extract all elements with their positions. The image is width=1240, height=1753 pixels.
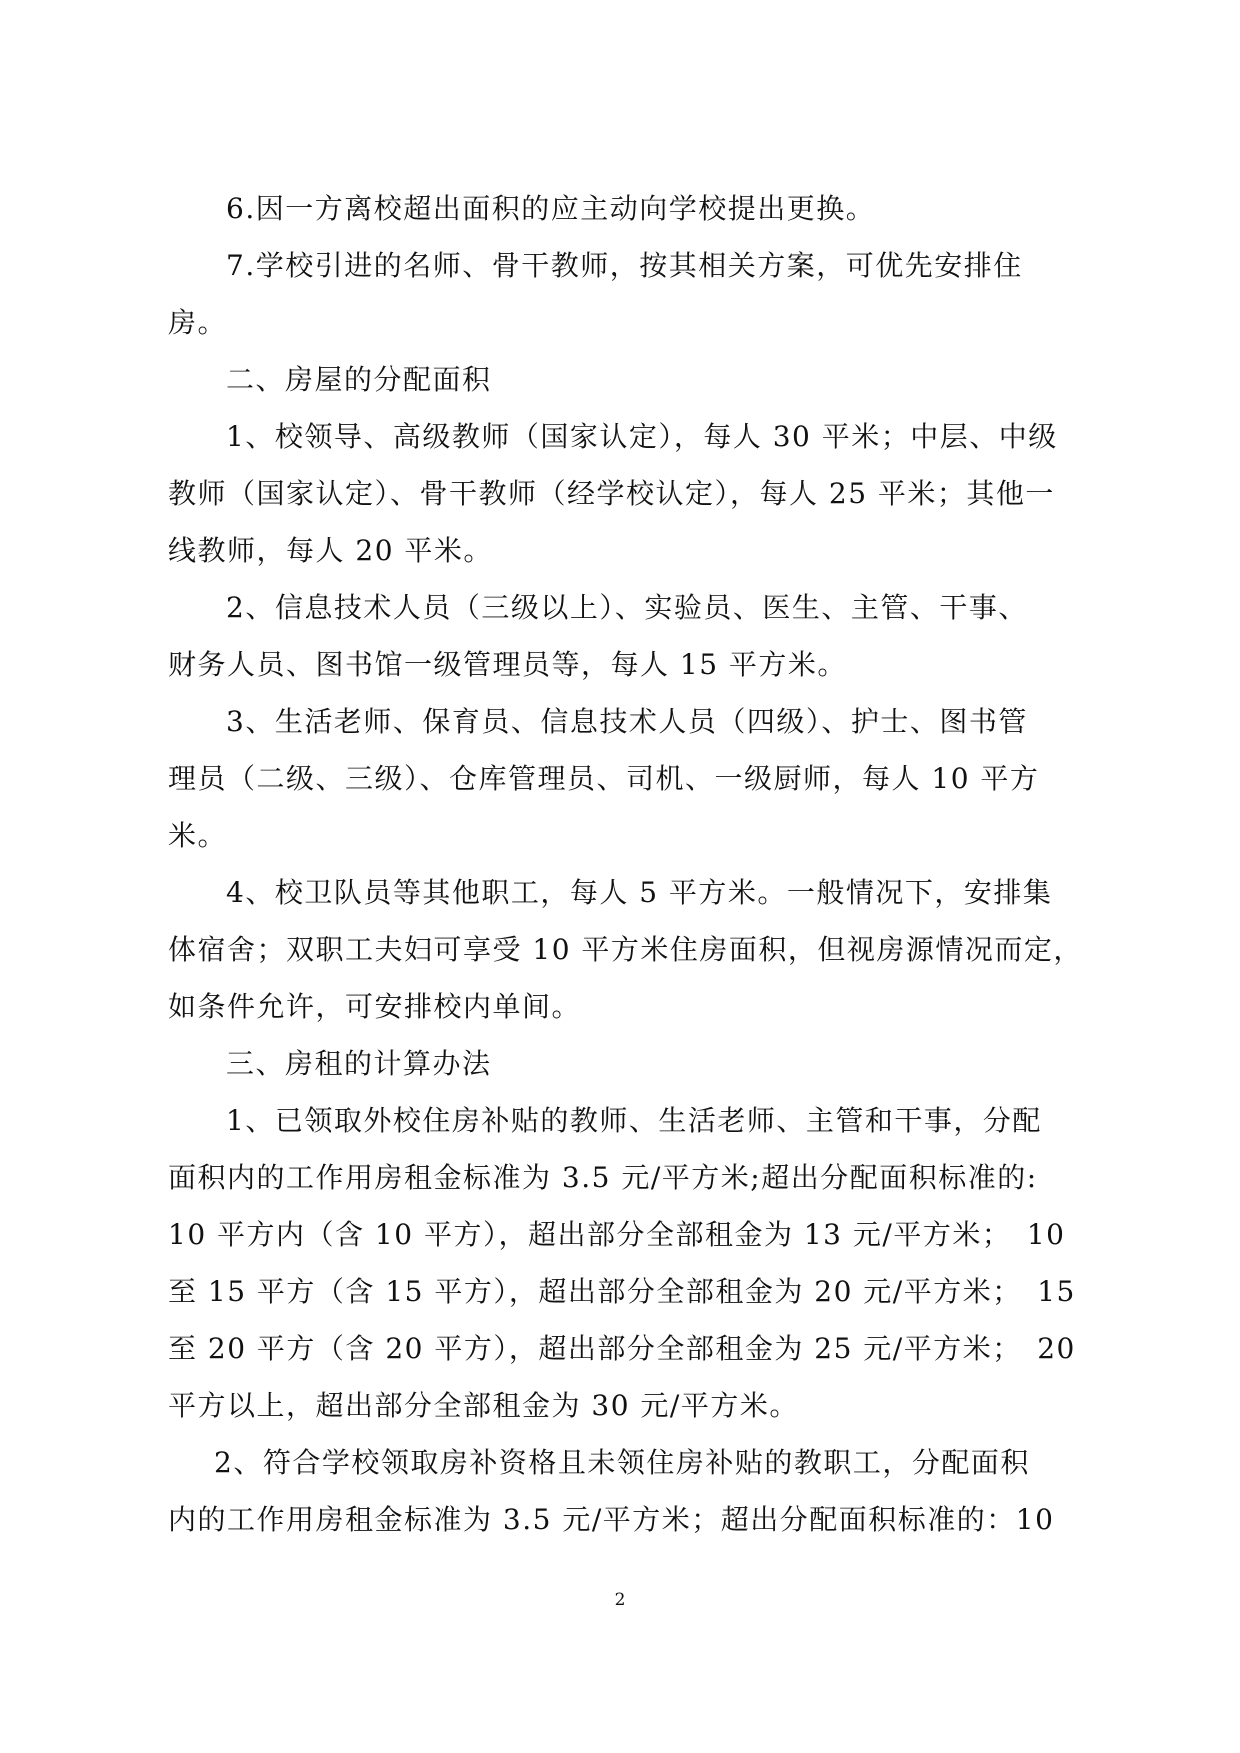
section-heading-allocation-area: 二、房屋的分配面积 [226,363,492,396]
paragraph-area-3 [168,693,1078,864]
text-line: 2、信息技术人员（三级以上）、实验员、医生、主管、干事、 [226,591,1028,624]
text-line: 7.学校引进的名师、骨干教师，按其相关方案，可优先安排住 [226,249,1023,282]
text-line: 1、校领导、高级教师（国家认定），每人 30 平米；中层、中级 [226,420,1058,453]
text-line: 3、生活老师、保育员、信息技术人员（四级）、护士、图书管 [226,705,1028,738]
paragraph-area-2 [168,579,1078,693]
paragraph-item-7 [168,237,1078,351]
text-line: 6.因一方离校超出面积的应主动向学校提出更换。 [226,192,876,225]
document-body [168,180,1083,1548]
text-line: 2、符合学校领取房补资格且未领住房补贴的教职工，分配面积 [214,1446,1030,1479]
text-line: 教师（国家认定）、骨干教师（经学校认定），每人 25 平米；其他一 [168,477,1055,510]
text-line: 1、已领取外校住房补贴的教师、生活老师、主管和干事，分配 [226,1104,1042,1137]
paragraph-area-4 [168,864,1083,1035]
text-line: 面积内的工作用房租金标准为 3.5 元/平方米;超出分配面积标准的: [168,1161,1038,1194]
paragraph-item-6 [168,180,1078,237]
text-line: 如条件允许，可安排校内单间。 [168,990,582,1023]
text-line: 理员（二级、三级）、仓库管理员、司机、一级厨师，每人 10 平方 [168,762,1040,795]
text-line: 10 平方内（含 10 平方），超出部分全部租金为 13 元/平方米； 10 [168,1218,1066,1251]
text-line: 线教师，每人 20 平米。 [168,534,493,567]
text-line: 至 20 平方（含 20 平方），超出部分全部租金为 25 元/平方米； 20 [168,1332,1076,1365]
text-line: 4、校卫队员等其他职工，每人 5 平方米。一般情况下，安排集 [226,876,1053,909]
text-line: 内的工作用房租金标准为 3.5 元/平方米；超出分配面积标准的：10 [168,1503,1055,1536]
text-line: 平方以上，超出部分全部租金为 30 元/平方米。 [168,1389,799,1422]
paragraph-area-1 [168,408,1078,579]
text-line: 米。 [168,819,228,852]
paragraph-rent-1 [168,1092,1078,1434]
paragraph-rent-2 [156,1434,1078,1548]
text-line: 财务人员、图书馆一级管理员等，每人 15 平方米。 [168,648,847,681]
text-line: 房。 [168,306,228,339]
section-heading-rent-calculation: 三、房租的计算办法 [226,1047,492,1080]
text-line: 至 15 平方（含 15 平方），超出部分全部租金为 20 元/平方米； 15 [168,1275,1076,1308]
text-line: 体宿舍；双职工夫妇可享受 10 平方米住房面积，但视房源情况而定， [168,933,1083,966]
page-number: 2 [614,1590,626,1610]
